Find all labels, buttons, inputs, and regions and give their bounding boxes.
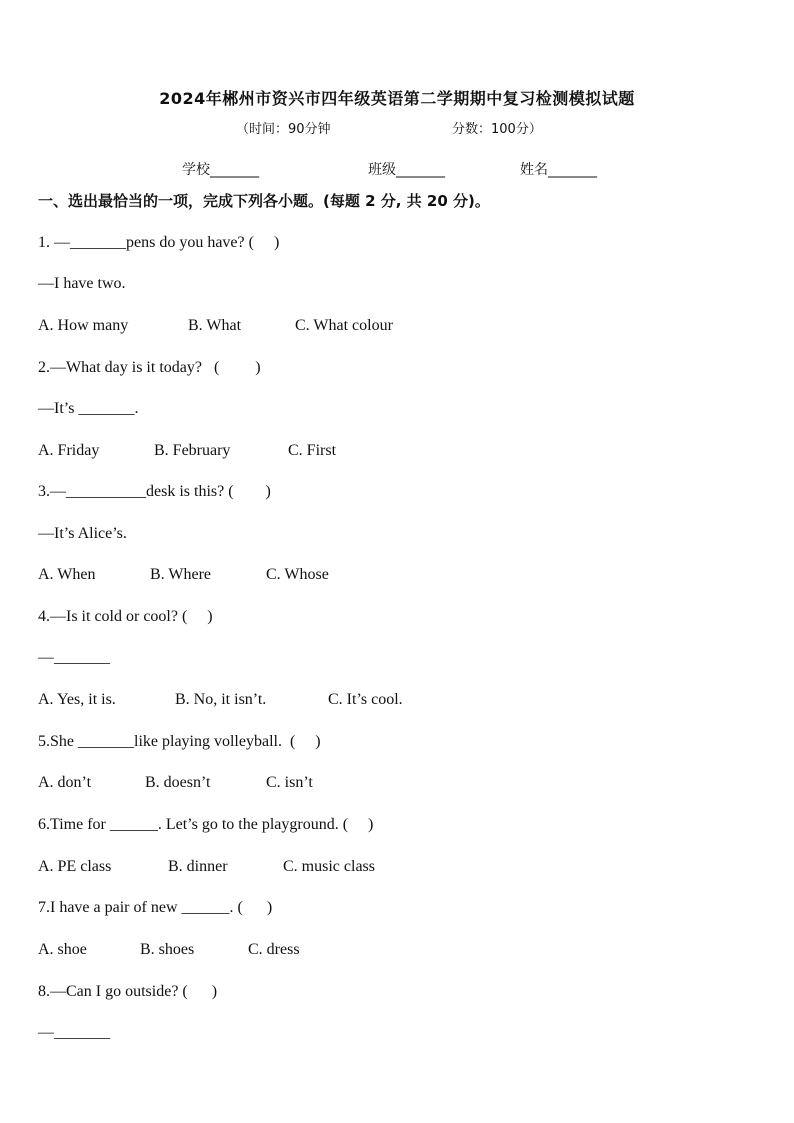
question-reply: —It’s Alice’s. — [38, 525, 127, 542]
question-stem: 1. —_______pens do you have? ( ) — [38, 234, 280, 251]
question-stem: 3.—__________desk is this? ( ) — [38, 483, 271, 500]
option-b: B. Where — [150, 566, 212, 583]
option-a: A. shoe — [38, 941, 87, 958]
option-c: C. music class — [283, 858, 375, 875]
class-field: 班级_______ — [368, 162, 445, 178]
option-b: B. February — [154, 442, 231, 459]
option-a: A. PE class — [38, 858, 112, 875]
option-a: A. don’t — [38, 774, 92, 791]
time-label: （时间：90分钟 — [236, 122, 331, 137]
option-c: C. What colour — [295, 317, 393, 334]
option-c: C. isn’t — [266, 774, 313, 791]
question-stem: 4.—Is it cold or cool? ( ) — [38, 608, 213, 625]
option-c: C. dress — [248, 941, 300, 958]
option-a: A. How many — [38, 317, 129, 334]
section-heading: 一、选出最恰当的一项，完成下列各小题。(每题 2 分, 共 20 分)。 — [38, 192, 490, 210]
option-b: B. dinner — [168, 858, 228, 875]
question-stem: 8.—Can I go outside? ( ) — [38, 983, 218, 1000]
option-b: B. shoes — [140, 941, 195, 958]
question-reply: —_______ — [38, 649, 110, 666]
option-a: A. When — [38, 566, 96, 583]
question-stem: 7.I have a pair of new ______. ( ) — [38, 899, 273, 916]
name-field: 姓名_______ — [520, 162, 597, 178]
option-a: A. Yes, it is. — [38, 691, 116, 708]
question-reply: —_______ — [38, 1024, 110, 1041]
question-reply: —It’s _______. — [38, 400, 139, 417]
option-b: B. No, it isn’t. — [175, 691, 267, 708]
question-stem: 5.She _______like playing volleyball. ( ) — [38, 733, 321, 750]
question-stem: 6.Time for ______. Let’s go to the playground. ( ) — [38, 816, 374, 833]
score-label: 分数：100分） — [452, 122, 542, 137]
option-c: C. It’s cool. — [328, 691, 403, 708]
question-reply: —I have two. — [38, 275, 126, 292]
option-c: C. Whose — [266, 566, 329, 583]
school-field: 学校_______ — [182, 162, 259, 178]
question-stem: 2.—What day is it today? ( ) — [38, 359, 261, 376]
option-c: C. First — [288, 442, 337, 459]
option-a: A. Friday — [38, 442, 100, 459]
page-title: 2024年郴州市资兴市四年级英语第二学期期中复习检测模拟试题 — [159, 89, 635, 108]
option-b: B. What — [188, 317, 242, 334]
option-b: B. doesn’t — [145, 774, 211, 791]
